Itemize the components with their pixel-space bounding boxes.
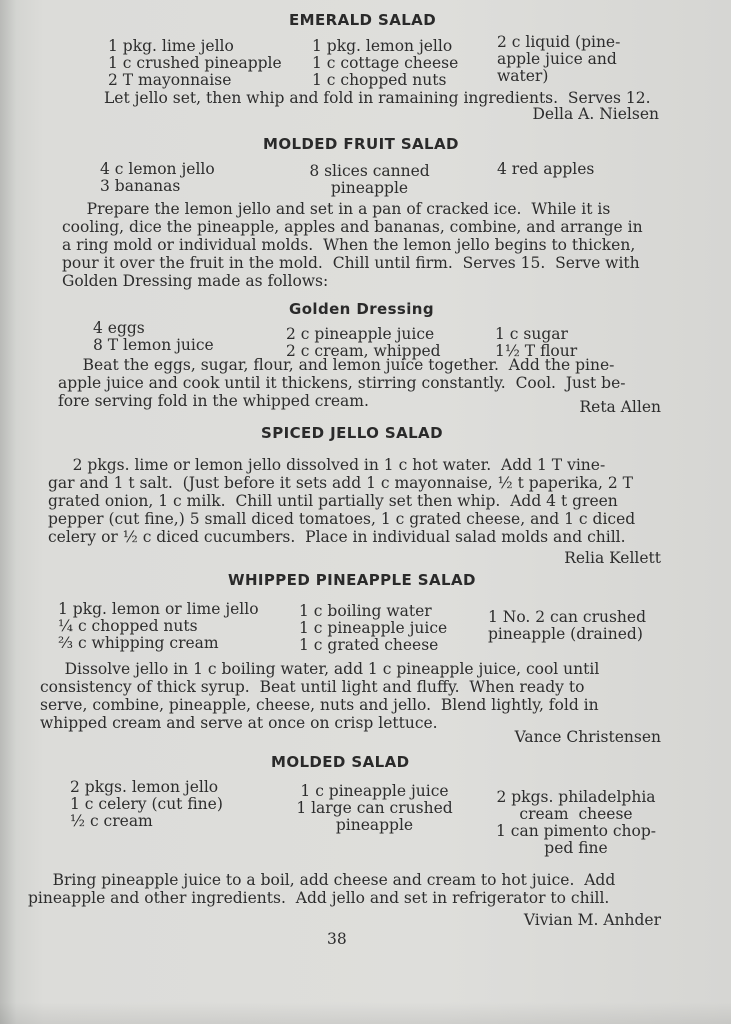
molded-ingredients-col2: 1 c pineapple juice 1 large can crushed pineapple	[296, 782, 453, 834]
spiced-instructions: 2 pkgs. lime or lemon jello dissolved in 1 c hot water. Add 1 T vine- gar and 1 t salt. (Just before it sets add 1 c mayonnaise, ½ t paperika, 2 T grated onion, 1 c milk. Chill until partially set then whip. Add 4 t green pepper (cut fine,) 5 small diced tomatoes, 1 c grated cheese, and 1 c diced celery or ½ c diced cucumbers. Place in individual salad molds and chill.	[48, 456, 636, 546]
molded-fruit-ingredients-col2: 8 slices canned pineapple	[309, 162, 430, 197]
spiced-author: Relia Kellett	[564, 549, 661, 567]
recipe-title-emerald-salad: EMERALD SALAD	[289, 11, 437, 29]
golden-author: Reta Allen	[579, 398, 661, 416]
whipped-author: Vance Christensen	[514, 728, 661, 746]
emerald-ingredients-col2: 1 pkg. lemon jello 1 c cottage cheese 1 c chopped nuts	[312, 37, 459, 89]
recipe-title-molded-fruit-salad: MOLDED FRUIT SALAD	[263, 135, 459, 153]
whipped-ingredients-col3: 1 No. 2 can crushed pineapple (drained)	[488, 608, 646, 643]
molded-ingredients-col1: 2 pkgs. lemon jello 1 c celery (cut fine) ½ c cream	[70, 778, 223, 830]
recipe-title-golden-dressing: Golden Dressing	[289, 300, 435, 318]
molded-ingredients-col3: 2 pkgs. philadelphia cream cheese 1 can pimento chop- ped fine	[496, 788, 656, 857]
recipe-title-molded-salad: MOLDED SALAD	[271, 753, 410, 771]
page-number: 38	[327, 930, 347, 948]
page-bottom-shadow	[0, 1002, 731, 1024]
golden-ingredients-col2: 2 c pineapple juice 2 c cream, whipped	[286, 325, 441, 360]
molded-fruit-ingredients-col1: 4 c lemon jello 3 bananas	[100, 160, 215, 195]
emerald-ingredients-col3: 2 c liquid (pine- apple juice and water)	[497, 33, 621, 85]
emerald-ingredients-col1: 1 pkg. lime jello 1 c crushed pineapple 2 T mayonnaise	[108, 37, 282, 89]
molded-fruit-ingredients-col3: 4 red apples	[497, 160, 595, 178]
molded-fruit-instructions: Prepare the lemon jello and set in a pan of cracked ice. While it is cooling, dice the pineapple, apples and bananas, combine, and arrange in a ring mold or individual molds. When the lemon jello begins to thicken, pour it over the fruit in the mold. Chill until firm. Serves 15. Serve with Golden Dressing made as follows:	[62, 200, 643, 290]
whipped-ingredients-col1: 1 pkg. lemon or lime jello ¼ c chopped nuts ⅔ c whipping cream	[58, 600, 259, 652]
whipped-instructions: Dissolve jello in 1 c boiling water, add 1 c pineapple juice, cool until consistency of thick syrup. Beat until light and fluffy. When ready to serve, combine, pineapple, cheese, nuts and jello. Blend lightly, fold in whipped cream and serve at once on crisp lettuce.	[40, 660, 600, 732]
recipe-title-spiced-jello-salad: SPICED JELLO SALAD	[261, 424, 443, 442]
molded-instructions: Bring pineapple juice to a boil, add cheese and cream to hot juice. Add pineapple and other ingredients. Add jello and set in refrigerator to chill.	[28, 871, 616, 907]
whipped-ingredients-col2: 1 c boiling water 1 c pineapple juice 1 c grated cheese	[299, 602, 448, 654]
page-spine-shadow	[0, 0, 16, 1024]
golden-ingredients-col3: 1 c sugar 1½ T flour	[495, 325, 578, 360]
emerald-instructions: Let jello set, then whip and fold in ramaining ingredients. Serves 12.	[104, 89, 651, 107]
recipe-title-whipped-pineapple-salad: WHIPPED PINEAPPLE SALAD	[228, 571, 476, 589]
emerald-author: Della A. Nielsen	[532, 105, 659, 123]
molded-author: Vivian M. Anhder	[523, 911, 661, 929]
golden-instructions: Beat the eggs, sugar, flour, and lemon juice together. Add the pine- apple juice and cook until it thickens, stirring constantly. Cool. Just be- fore serving fold in the whipped cream.	[58, 356, 626, 410]
golden-ingredients-col1: 4 eggs 8 T lemon juice	[93, 319, 214, 354]
